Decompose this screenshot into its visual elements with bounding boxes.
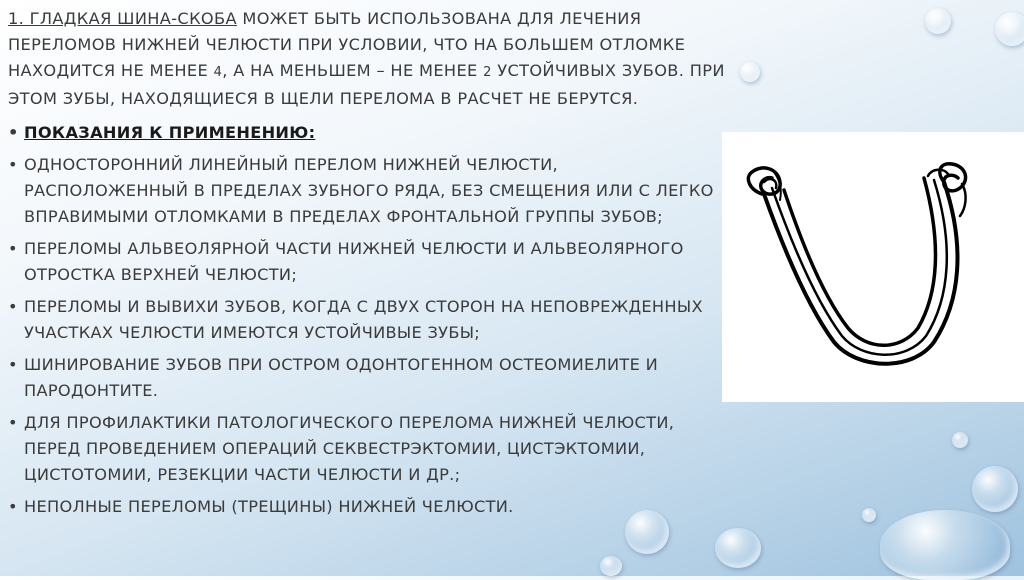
intro-paragraph <box>8 6 728 112</box>
intro-text: УСТОЙЧИВЫХ ЗУБОВ. ПРИ ЭТОМ ЗУБЫ, НАХОДЯЩИЕСЯ В ЩЕЛИ ПЕРЕЛОМА В РАСЧЕТ НЕ БЕРУТСЯ. <box>8 61 725 108</box>
water-drop <box>995 12 1024 46</box>
water-drop <box>925 8 951 34</box>
list-item: • НЕПОЛНЫЕ ПЕРЕЛОМЫ (ТРЕЩИНЫ) НИЖНЕЙ ЧЕЛЮСТИ. <box>8 494 720 520</box>
list-item: • ДЛЯ ПРОФИЛАКТИКИ ПАТОЛОГИЧЕСКОГО ПЕРЕЛОМА НИЖНЕЙ ЧЕЛЮСТИ, ПЕРЕД ПРОВЕДЕНИЕМ ОПЕРАЦИЙ СЕКВЕСТРЭКТОМИИ, ЦИСТЭКТОМИИ, ЦИСТОТОМИИ, РЕЗЕКЦИИ ЧАСТИ ЧЕЛЮСТИ И ДР.; <box>8 410 720 488</box>
intro-number: 2 <box>483 65 492 80</box>
list-item: • ШИНИРОВАНИЕ ЗУБОВ ПРИ ОСТРОМ ОДОНТОГЕННОМ ОСТЕОМИЕЛИТЕ И ПАРОДОНТИТЕ. <box>8 352 720 404</box>
list-item: • ПЕРЕЛОМЫ И ВЫВИХИ ЗУБОВ, КОГДА С ДВУХ СТОРОН НА НЕПОВРЕЖДЕННЫХ УЧАСТКАХ ЧЕЛЮСТИ ИМЕЮТСЯ УСТОЙЧИВЫЕ ЗУБЫ; <box>8 294 720 346</box>
list-item: • ПЕРЕЛОМЫ АЛЬВЕОЛЯРНОЙ ЧАСТИ НИЖНЕЙ ЧЕЛЮСТИ И АЛЬВЕОЛЯРНОГО ОТРОСТКА ВЕРХНЕЙ ЧЕЛЮСТИ; <box>8 236 720 288</box>
water-drop <box>880 510 1010 580</box>
list-item: • ОДНОСТОРОННИЙ ЛИНЕЙНЫЙ ПЕРЕЛОМ НИЖНЕЙ ЧЕЛЮСТИ, РАСПОЛОЖЕННЫЙ В ПРЕДЕЛАХ ЗУБНОГО РЯДА, БЕЗ СМЕЩЕНИЯ ИЛИ С ЛЕГКО ВПРАВИМЫМИ ОТЛОМКАМИ В ПРЕДЕЛАХ ФРОНТАЛЬНОЙ ГРУППЫ ЗУБОВ; <box>8 152 720 230</box>
list-item <box>8 120 720 146</box>
water-drop <box>715 528 761 568</box>
water-drop <box>862 508 876 522</box>
intro-title: 1. ГЛАДКАЯ ШИНА-СКОБА <box>8 9 237 28</box>
intro-number: 4 <box>213 65 223 80</box>
water-drop <box>972 466 1018 512</box>
water-drop <box>740 62 760 82</box>
water-drop <box>600 556 622 576</box>
water-drop <box>952 432 968 448</box>
indications-heading: ПОКАЗАНИЯ К ПРИМЕНЕНИЮ: <box>24 123 316 142</box>
intro-text: МОЖЕТ БЫТЬ ИСПОЛЬЗОВАНА ДЛЯ ЛЕЧЕНИЯ ПЕРЕЛОМОВ НИЖНЕЙ ЧЕЛЮСТИ ПРИ УСЛОВИИ, ЧТО НА БОЛЬШЕМ ОТЛОМКЕ НАХОДИТСЯ НЕ МЕНЕЕ <box>8 9 686 80</box>
indications-list <box>8 120 720 526</box>
wire-splint-illustration <box>722 132 1024 402</box>
intro-text: , А НА МЕНЬШЕМ – НЕ МЕНЕЕ <box>222 61 484 80</box>
splint-figure <box>722 132 1024 402</box>
